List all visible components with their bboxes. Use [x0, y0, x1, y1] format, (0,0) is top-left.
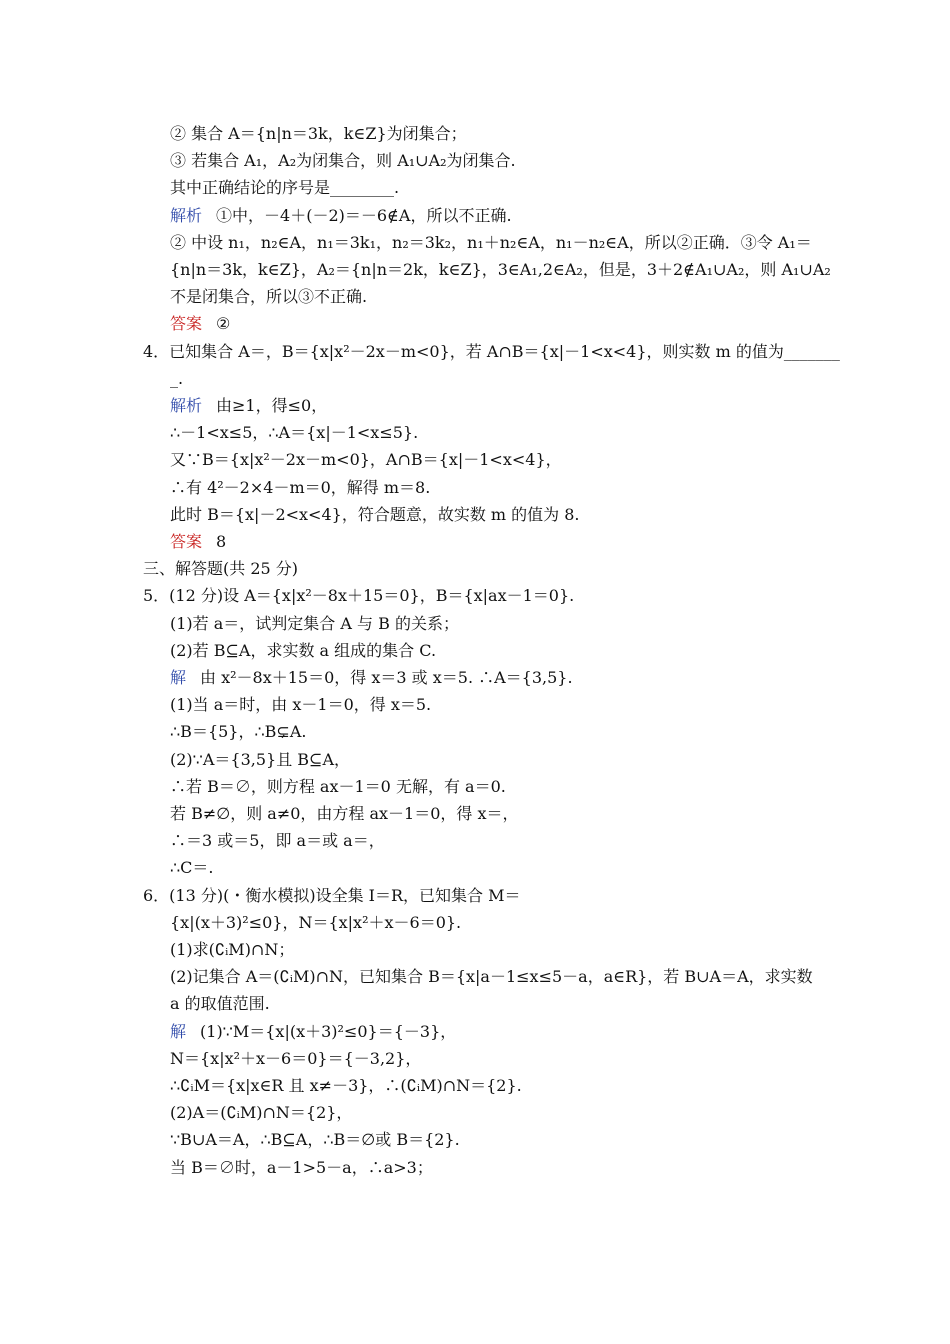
line-text: ② [216, 314, 231, 334]
line-text: ∴若 B＝∅，则方程 ax－1＝0 无解，有 a＝0. [170, 776, 506, 796]
line-text: ∴C＝. [170, 858, 214, 878]
line-text: 由≥1，得≤0， [216, 396, 328, 415]
text-line [170, 668, 573, 688]
analysis-label: 解 [170, 668, 187, 687]
text-line [170, 614, 459, 634]
text-line [170, 314, 230, 334]
text-line [143, 586, 574, 606]
line-text: ∴－1<x≤5，∴A＝{x|－1<x≤5}. [170, 423, 419, 443]
line-text: 当 B＝∅时，a－1>5－a，∴a>3； [170, 1157, 433, 1177]
line-text: a 的取值范围. [170, 994, 270, 1014]
text-line [170, 396, 327, 416]
line-text: ∴＝3 或＝5，即 a＝或 a＝， [170, 831, 385, 851]
text-line [143, 886, 521, 906]
line-text: 6．(13 分)(・衡水模拟)设全集 I＝R，已知集合 M＝ [143, 885, 521, 905]
text-line [170, 1022, 456, 1042]
line-text: (1)求(∁ᵢM)∩N； [170, 940, 295, 959]
text-line [170, 206, 512, 226]
text-line [170, 532, 226, 552]
line-text: ② 中设 n₁，n₂∈A，n₁＝3k₁，n₂＝3k₂，n₁＋n₂∈A，n₁－n₂∈A，所以②正确．③令 A₁＝ [170, 232, 812, 252]
line-text: 5．(12 分)设 A＝{x|x²－8x＋15＝0}，B＝{x|ax－1＝0}. [143, 586, 575, 606]
line-text: ∴有 4²－2×4－m＝0，解得 m＝8. [170, 477, 431, 497]
line-text: (1)∵M＝{x|(x＋3)²≤0}＝{－3}， [200, 1021, 457, 1041]
line-text: (1)当 a＝时，由 x－1＝0，得 x＝5. [170, 695, 432, 715]
text-line [170, 858, 214, 878]
text-line [170, 1103, 352, 1123]
text-line [170, 260, 831, 280]
text-line [170, 994, 270, 1014]
line-text: (2)∵A＝{3,5}且 B⊆A， [170, 749, 351, 769]
text-line [170, 641, 436, 661]
text-line [170, 178, 399, 198]
line-text: ∴∁ᵢM＝{x|x∈R 且 x≠－3}，∴(∁ᵢM)∩N＝{2}. [170, 1076, 522, 1095]
line-text: (1)若 a＝，试判定集合 A 与 B 的关系； [170, 613, 459, 633]
line-text: 其中正确结论的序号是________. [170, 178, 400, 198]
text-line [170, 831, 385, 851]
text-line [143, 559, 298, 579]
text-line [170, 1130, 460, 1150]
line-text: _. [170, 368, 184, 388]
text-line [170, 1076, 522, 1096]
answer-label: 答案 [170, 532, 203, 551]
line-text: {x|(x＋3)²≤0}，N＝{x|x²＋x－6＝0}. [170, 912, 462, 932]
text-line [170, 1049, 421, 1069]
text-line [170, 695, 431, 715]
line-text: 由 x²－8x＋15＝0，得 x＝3 或 x＝5. ∴A＝{3,5}. [200, 668, 573, 687]
text-line [170, 777, 506, 797]
text-line [170, 233, 812, 253]
analysis-label: 解 [170, 1021, 187, 1041]
answer-label: 答案 [170, 314, 203, 334]
line-text: ③ 若集合 A₁，A₂为闭集合，则 A₁∪A₂为闭集合. [170, 151, 516, 171]
text-line [170, 478, 430, 498]
line-text: ∵B∪A＝A，∴B⊆A，∴B＝∅或 B＝{2}. [170, 1130, 460, 1150]
line-text: ①中，－4＋(－2)＝－6∉A，所以不正确. [216, 205, 512, 225]
text-line [170, 750, 350, 770]
line-text: (2)记集合 A＝(∁ᵢM)∩N，已知集合 B＝{x|a－1≤x≤5－a，a∈R}，若 B∪A＝A，求实数 [170, 967, 813, 987]
analysis-label: 解析 [170, 205, 203, 225]
text-line [170, 450, 562, 470]
line-text: (2)若 B⊆A，求实数 a 组成的集合 C. [170, 640, 437, 660]
text-line [170, 940, 294, 960]
text-line [170, 151, 516, 171]
text-line [170, 804, 519, 824]
line-text: 不是闭集合，所以③不正确. [170, 287, 368, 307]
text-line [170, 369, 183, 389]
line-text: 三、解答题(共 25 分) [143, 559, 299, 579]
text-line [170, 124, 467, 144]
line-text: {n|n＝3k，k∈Z}，A₂＝{n|n＝2k，k∈Z}，3∈A₁,2∈A₂，但是，3＋2∉A₁∪A₂，则 A₁∪A₂ [170, 260, 831, 279]
text-line [170, 1158, 433, 1178]
line-text: 若 B≠∅，则 a≠0，由方程 ax－1＝0，得 x＝， [170, 804, 519, 823]
line-text: (2)A＝(∁ᵢM)∩N＝{2}， [170, 1103, 353, 1123]
text-line [170, 913, 461, 933]
text-line [170, 722, 306, 742]
line-text: 又∵B＝{x|x²－2x－m<0}，A∩B＝{x|－1<x<4}， [170, 450, 562, 470]
line-text: ② 集合 A＝{n|n＝3k，k∈Z}为闭集合； [170, 124, 467, 143]
text-line [170, 423, 418, 443]
line-text: N＝{x|x²＋x－6＝0}＝{－3,2}， [170, 1048, 422, 1068]
line-text: 8 [216, 532, 227, 551]
text-line [170, 287, 367, 307]
line-text: ∴B＝{5}，∴B⊊A. [170, 722, 307, 742]
line-text: 此时 B＝{x|－2<x<4}，符合题意，故实数 m 的值为 8. [170, 504, 580, 524]
analysis-label: 解析 [170, 396, 203, 415]
text-line [143, 342, 840, 362]
text-line [170, 505, 580, 525]
text-line [170, 967, 813, 987]
line-text: 4．已知集合 A＝，B＝{x|x²－2x－m<0}，若 A∩B＝{x|－1<x<4}，则实数 m 的值为_______ [143, 341, 840, 361]
